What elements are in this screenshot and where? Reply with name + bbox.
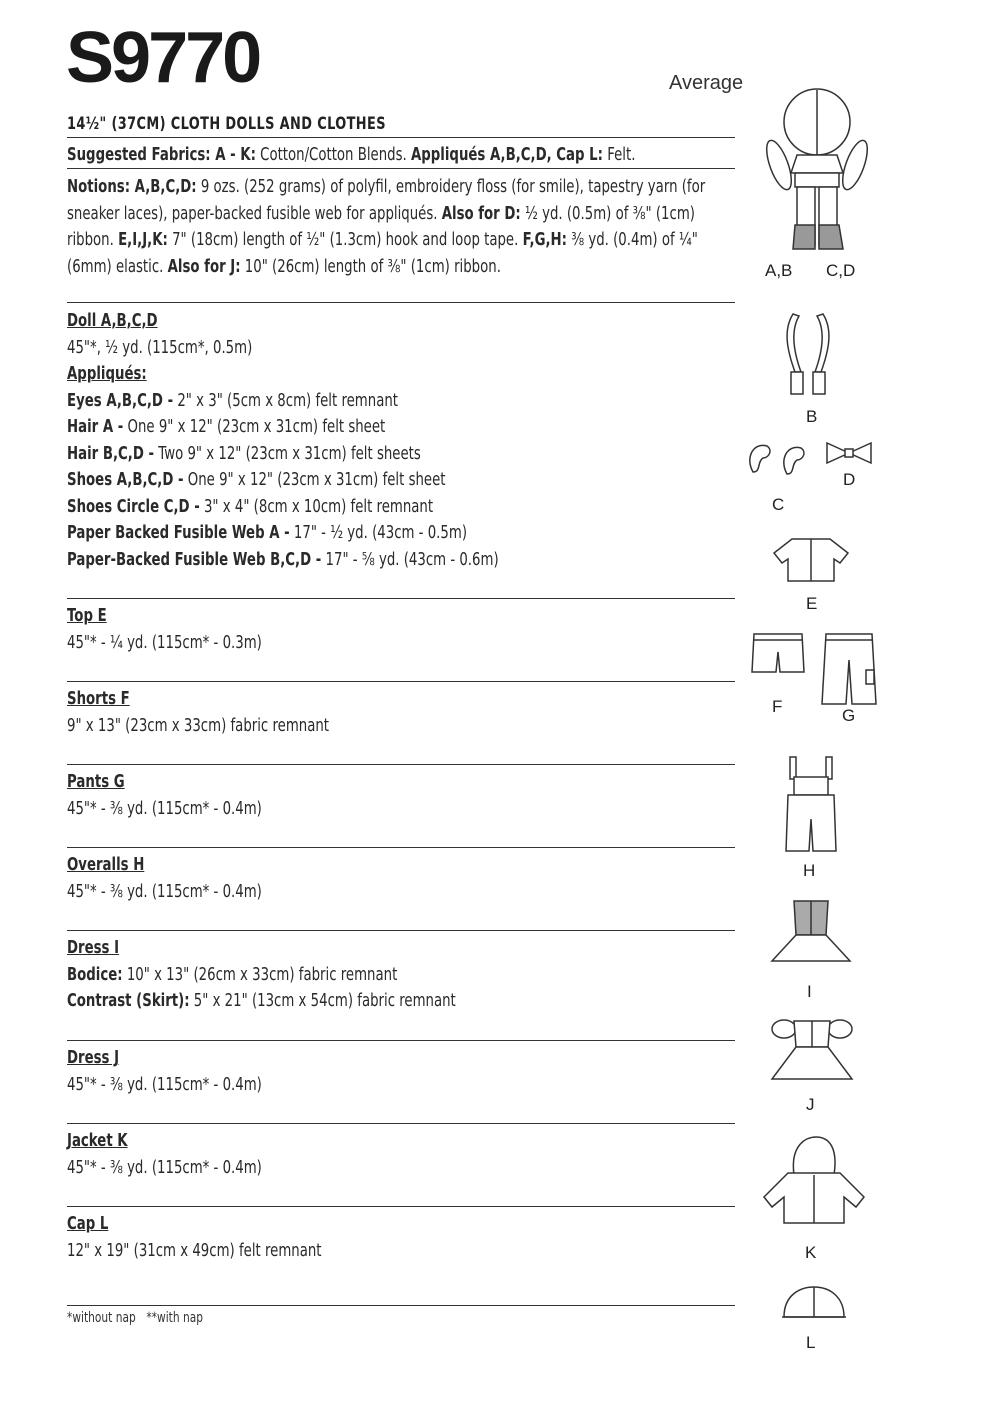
top-illustration [768, 535, 854, 585]
dress-j-section [67, 1045, 262, 1098]
item-label: Hair A - [67, 417, 124, 437]
doll-illustration [765, 85, 860, 260]
jacket-k-section [67, 1128, 262, 1181]
divider [67, 1206, 735, 1207]
item-label: Shoes Circle C,D - [67, 496, 200, 517]
item-label: Paper-Backed Fusible Web B,C,D - [67, 549, 322, 570]
divider [67, 598, 735, 599]
notions-label: Also for J: [167, 256, 241, 277]
pants-g-section [67, 769, 262, 822]
yardage: 45"* - ⅜ yd. (115cm* - 0.4m) [67, 1074, 262, 1095]
yardage [67, 988, 456, 1015]
dress-j-illustration [764, 1015, 860, 1085]
applique-item [67, 547, 499, 574]
applique-item [67, 520, 499, 547]
section-heading: Top E [67, 606, 107, 626]
notions-text: sneaker laces), paper-backed fusible web for appliqués. [67, 203, 442, 224]
top-e-section [67, 603, 262, 656]
divider [67, 1305, 735, 1306]
label-c: C [772, 495, 785, 514]
notions-text: ½ yd. (0.5m) of ⅜" (1cm) [520, 203, 695, 224]
item-text: 5" x 21" (13cm x 54cm) fabric remnant [189, 991, 456, 1011]
item-label: Bodice: [67, 964, 123, 985]
pants-illustration [820, 630, 878, 708]
divider [67, 137, 735, 138]
item-label: Contrast (Skirt): [67, 991, 190, 1011]
section-heading: Shorts F [67, 689, 130, 709]
yardage: 45"* - ⅜ yd. (115cm* - 0.4m) [67, 881, 262, 902]
applique-heading: Appliqués: [67, 364, 147, 384]
doll-section [67, 308, 499, 573]
label-f: F [772, 697, 783, 716]
yardage: 45"* - ⅜ yd. (115cm* - 0.4m) [67, 1157, 262, 1178]
section-heading: Dress J [67, 1048, 120, 1068]
item-label: Eyes A,B,C,D - [67, 390, 174, 411]
fabrics-label: Suggested Fabrics: A - K: [67, 145, 256, 165]
applique-item [67, 388, 499, 415]
section-heading: Doll A,B,C,D [67, 311, 158, 331]
divider [67, 681, 735, 682]
yardage: 45"* - ¼ yd. (115cm* - 0.3m) [67, 632, 262, 653]
divider [67, 847, 735, 848]
item-text: 17" - ⅝ yd. (43cm - 0.6m) [321, 549, 499, 570]
notions-text: (6mm) elastic. [67, 256, 168, 277]
notions-text: 7" (18cm) length of ½" (1.3cm) hook and loop tape. [167, 230, 523, 250]
pattern-title: 14½" (37CM) CLOTH DOLLS AND CLOTHES [67, 114, 386, 134]
footnotes [67, 1310, 214, 1326]
item-text: One 9" x 12" (23cm x 31cm) felt sheet [123, 417, 386, 437]
curly-hair-illustration [745, 440, 815, 480]
divider [67, 764, 735, 765]
label-h: H [803, 861, 816, 880]
item-text: One 9" x 12" (23cm x 31cm) felt sheet [183, 470, 446, 490]
item-label: Paper Backed Fusible Web A - [67, 523, 290, 543]
applique-fabric-text: Felt. [602, 145, 636, 165]
applique-item [67, 414, 499, 441]
yardage: 12" x 19" (31cm x 49cm) felt remnant [67, 1240, 322, 1261]
footnote-with-nap: **with nap [146, 1310, 203, 1326]
jacket-illustration [760, 1135, 866, 1225]
section-heading: Jacket K [67, 1131, 128, 1151]
applique-item [67, 467, 499, 494]
label-g: G [842, 706, 856, 725]
footnote-without-nap: *without nap [67, 1310, 136, 1326]
label-ab: A,B [765, 261, 793, 280]
divider [67, 302, 735, 303]
item-text: 17" - ½ yd. (43cm - 0.5m) [289, 523, 468, 543]
item-text: 10" x 13" (26cm x 33cm) fabric remnant [122, 964, 398, 985]
notions-label: E,I,J,K: [118, 230, 168, 250]
section-heading: Overalls H [67, 855, 145, 875]
divider [67, 930, 735, 931]
notions-text: 10" (26cm) length of ⅜" (1cm) ribbon. [240, 256, 501, 277]
cap-l-section [67, 1211, 321, 1264]
notions-text: ⅜ yd. (0.4m) of ¼" [566, 230, 698, 250]
item-text: 2" x 3" (5cm x 8cm) felt remnant [173, 390, 398, 411]
overalls-h-section [67, 852, 262, 905]
yardage [67, 962, 456, 989]
section-heading: Cap L [67, 1214, 109, 1234]
item-text: 3" x 4" (8cm x 10cm) felt remnant [199, 496, 434, 517]
dress-i-illustration [768, 895, 854, 967]
notions-label: F,G,H: [522, 230, 567, 250]
notions-label: Notions: A,B,C,D: [67, 177, 197, 197]
label-j: J [806, 1095, 815, 1114]
bow-illustration [823, 440, 875, 466]
fabrics-text: Cotton/Cotton Blends. [255, 145, 411, 165]
label-cd: C,D [826, 261, 856, 280]
skill-level: Average [669, 72, 744, 94]
pattern-number: S9770 [66, 18, 260, 98]
divider [67, 168, 735, 169]
yardage: 45"* - ⅜ yd. (115cm* - 0.4m) [67, 798, 262, 819]
section-heading: Pants G [67, 772, 125, 792]
suggested-fabrics [67, 142, 635, 168]
label-l: L [806, 1333, 816, 1352]
label-d: D [843, 470, 856, 489]
yardage: 9" x 13" (23cm x 33cm) fabric remnant [67, 715, 330, 736]
applique-fabric-label: Appliqués A,B,C,D, Cap L: [410, 145, 603, 165]
notions-text: 9 ozs. (252 grams) of polyfil, embroidery floss (for smile), tapestry yarn (for [196, 177, 706, 197]
yardage: 45"*, ½ yd. (115cm*, 0.5m) [67, 337, 253, 358]
label-e: E [806, 594, 818, 613]
item-label: Shoes A,B,C,D - [67, 470, 184, 490]
item-label: Hair B,C,D - [67, 443, 155, 464]
section-heading: Dress I [67, 938, 120, 958]
divider [67, 1040, 735, 1041]
label-i: I [807, 982, 812, 1001]
item-text: Two 9" x 12" (23cm x 31cm) felt sheets [154, 443, 421, 464]
notions-text: ribbon. [67, 230, 119, 250]
dress-i-section [67, 935, 456, 1015]
applique-item [67, 441, 499, 468]
applique-item [67, 494, 499, 521]
shorts-f-section [67, 686, 329, 739]
divider [67, 1123, 735, 1124]
cap-illustration [778, 1285, 848, 1325]
label-k: K [805, 1243, 817, 1262]
overalls-illustration [780, 755, 842, 855]
notions-label: Also for D: [441, 203, 521, 224]
label-b: B [806, 407, 818, 426]
braid-hair-illustration [775, 310, 845, 400]
notions [67, 174, 736, 280]
shorts-illustration [750, 630, 806, 676]
